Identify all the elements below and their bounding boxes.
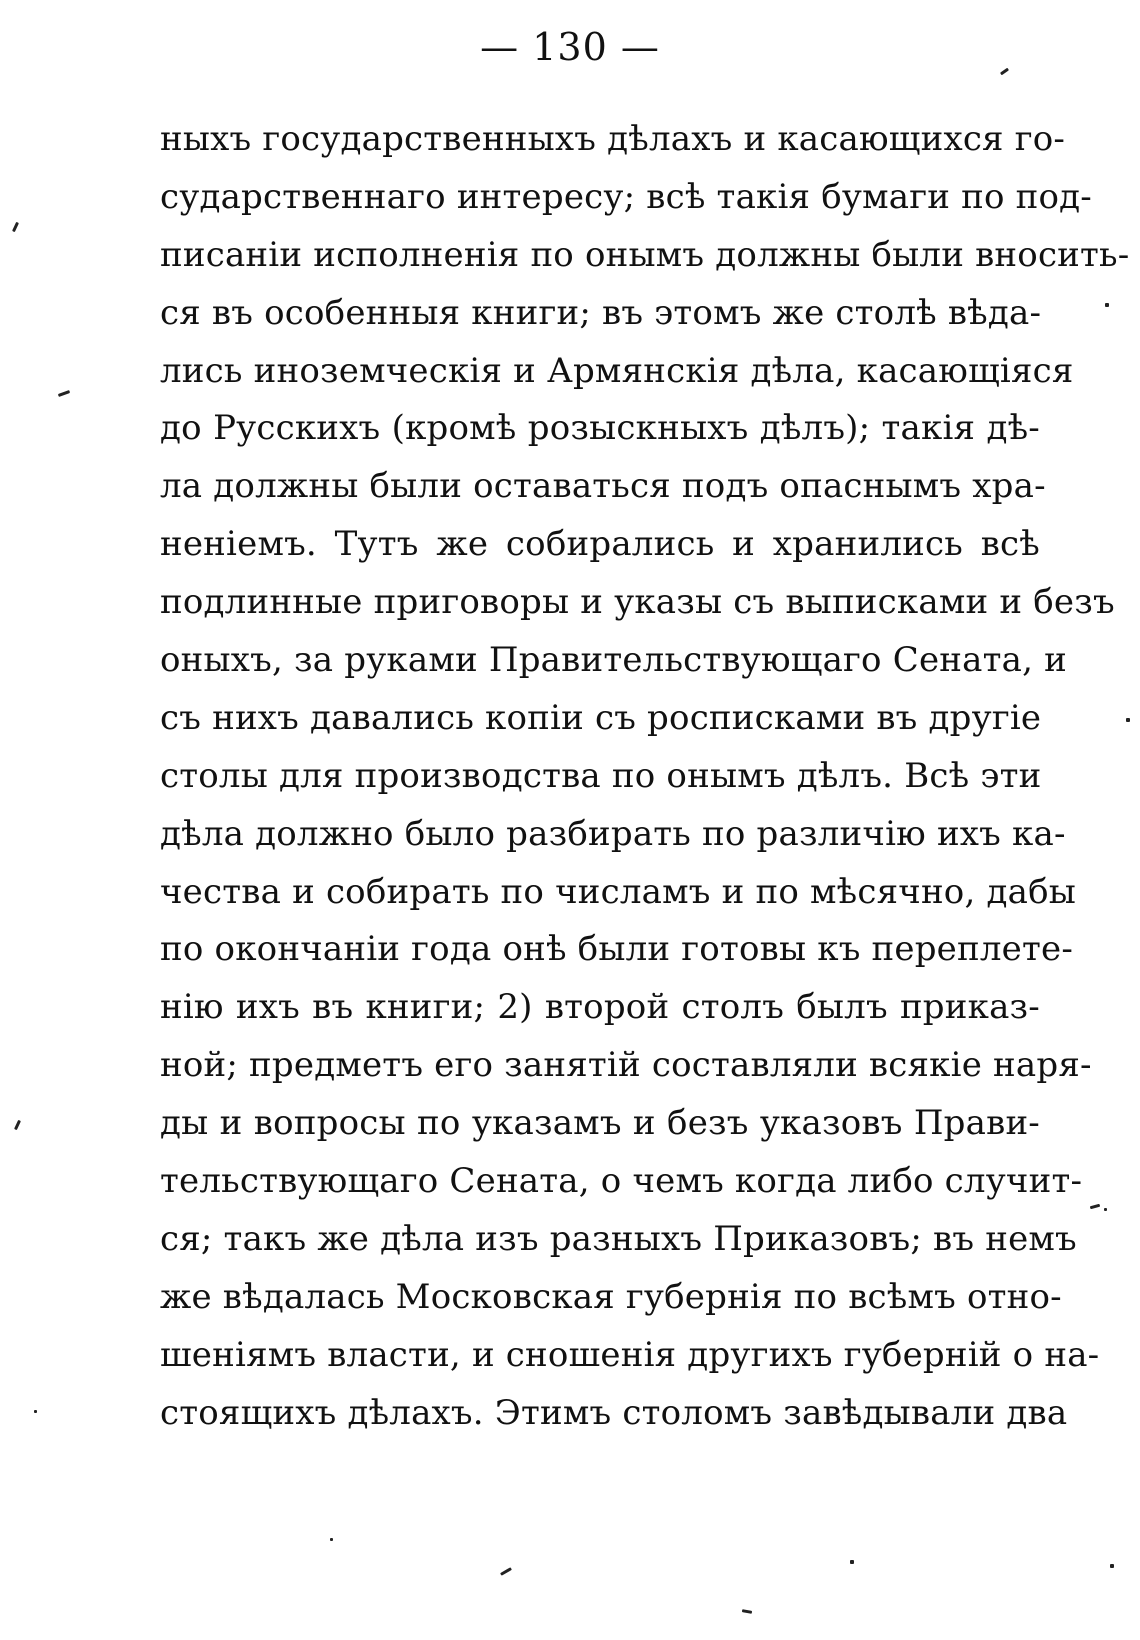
scan-speck [742,1609,752,1614]
text-line: по окончаніи года онѣ были готовы къ переплете- [160,929,1074,970]
text-line: ся въ особенныя книги; въ этомъ же столѣ вѣда- [160,292,1042,333]
text-line: дѣла должно было разбирать по различію ихъ ка- [160,813,1066,854]
text-line: ды и вопросы по указамъ и безъ указовъ Прави- [160,1103,1040,1144]
text-line: ной; предметъ его занятій составляли всякіе наря- [160,1045,1092,1086]
scan-speck [330,1538,333,1541]
scan-speck [1104,1208,1107,1211]
text-line: неніемъ. Тутъ же собирались и хранились всѣ [160,524,1040,565]
scan-speck [58,390,70,397]
scan-speck [1126,718,1130,722]
text-line: сударственнаго интересу; всѣ такія бумаги по под- [160,176,1092,217]
text-line: до Русскихъ (кромѣ розыскныхъ дѣлъ); такія дѣ- [160,408,1040,449]
text-line: стоящихъ дѣлахъ. Этимъ столомъ завѣдывали два [160,1392,1068,1433]
scan-speck [34,1410,37,1413]
text-line: чества и собирать по числамъ и по мѣсячно, дабы [160,871,1077,912]
scan-speck [1105,303,1109,307]
text-line: подлинные приговоры и указы съ выписками и безъ [160,582,1115,623]
text-line: лись иноземческія и Армянскія дѣла, касающіяся [160,350,1074,391]
scan-speck [1090,1204,1100,1209]
body-text [160,111,1130,1442]
text-line: оныхъ, за руками Правительствующаго Сената, и [160,640,1067,681]
scan-speck [850,1560,854,1564]
text-line: же вѣдалась Московская губернія по всѣмъ отно- [160,1276,1062,1317]
scan-speck [500,1567,512,1576]
text-line: шеніямъ власти, и сношенія другихъ губерній о на- [160,1334,1100,1375]
text-line: тельствующаго Сената, о чемъ когда либо случит- [160,1161,1083,1202]
text-line: ныхъ государственныхъ дѣлахъ и касающихся го- [160,119,1066,159]
text-line: столы для производства по онымъ дѣлъ. Всѣ эти [160,755,1042,796]
page-number: — 130 — [480,25,660,69]
scan-speck [1110,1564,1114,1568]
scan-speck [14,1120,21,1130]
text-line: ла должны были оставаться подъ опаснымъ хра- [160,466,1046,507]
text-line: писаніи исполненія по онымъ должны были вносить- [160,234,1130,275]
text-line: съ нихъ давались копіи съ росписками въ другіе [160,697,1042,738]
scan-speck [12,222,19,232]
text-line: ся; такъ же дѣла изъ разныхъ Приказовъ; въ немъ [160,1218,1077,1259]
text-line: нію ихъ въ книги; 2) второй столъ былъ приказ- [160,987,1040,1028]
